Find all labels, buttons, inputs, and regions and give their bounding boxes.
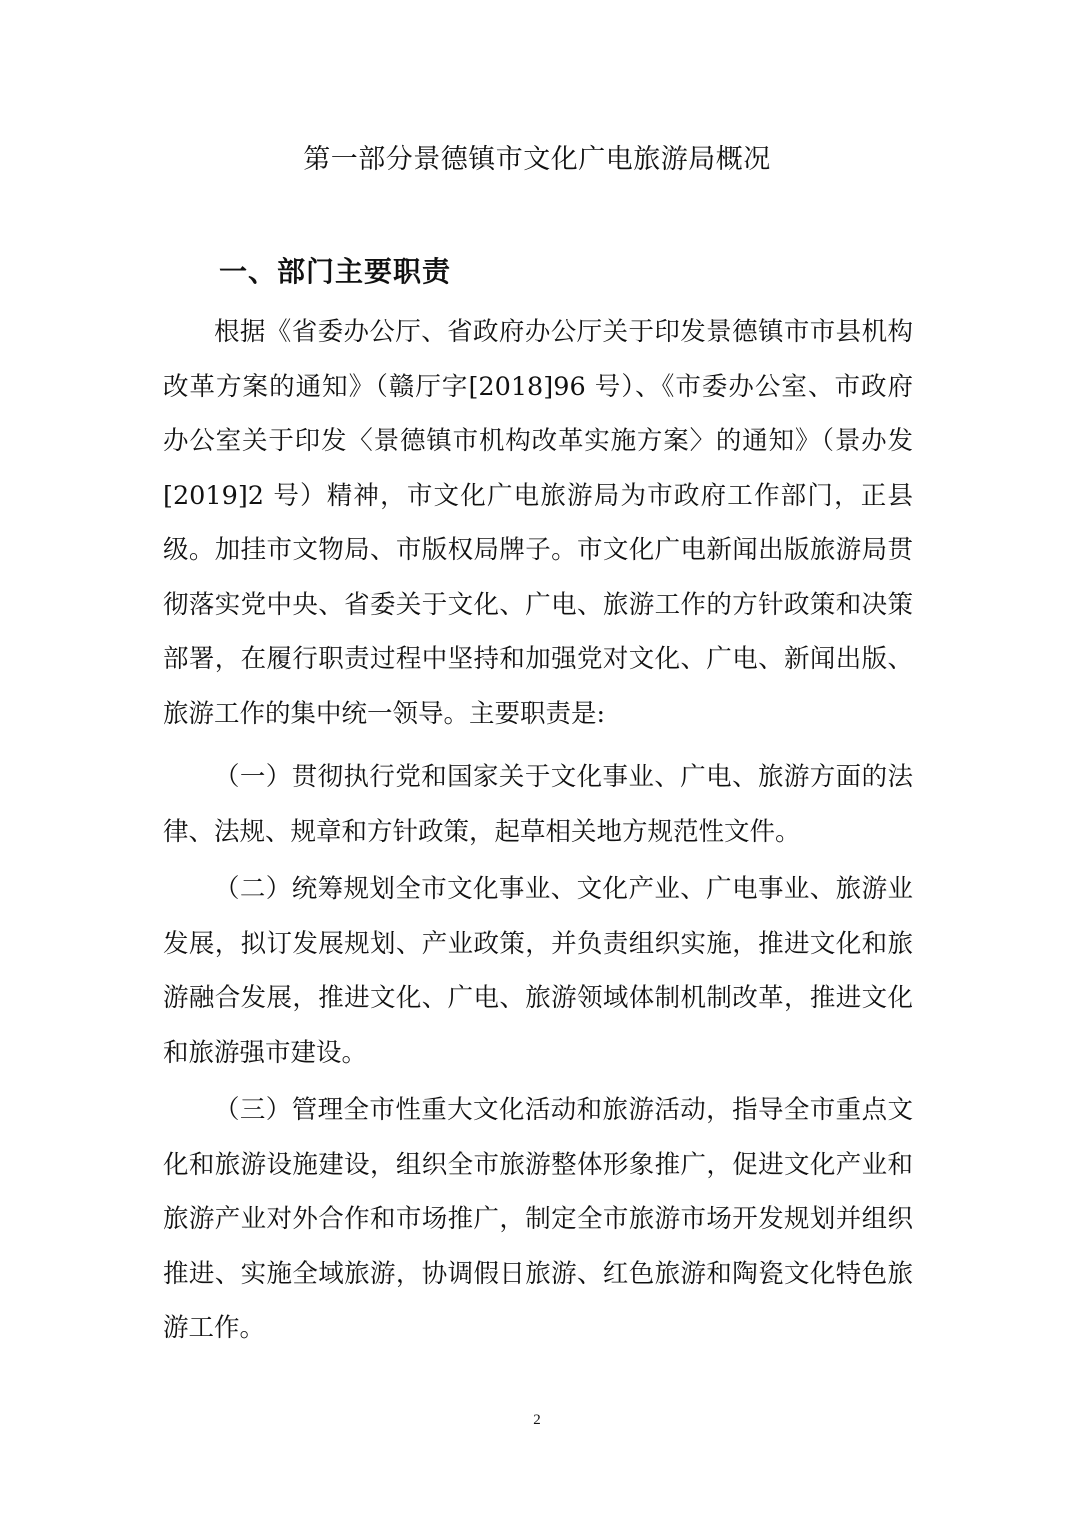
paragraph-duty-1: （一）贯彻执行党和国家关于文化事业、广电、旅游方面的法律、法规、规章和方针政策，起草相关地方规范性文件。 bbox=[163, 762, 913, 847]
paragraph-duty-2: （二）统筹规划全市文化事业、文化产业、广电事业、旅游业发展，拟订发展规划、产业政策，并负责组织实施，推进文化和旅游融合发展，推进文化、广电、旅游领域体制机制改革，推进文化和旅游强市建设。 bbox=[163, 874, 913, 1068]
paragraph-duty-3: （三）管理全市性重大文化活动和旅游活动，指导全市重点文化和旅游设施建设，组织全市旅游整体形象推广，促进文化产业和旅游产业对外合作和市场推广，制定全市旅游市场开发规划并组织推进、实施全域旅游，协调假日旅游、红色旅游和陶瓷文化特色旅游工作。 bbox=[163, 1095, 913, 1343]
page-number: 2 bbox=[533, 1412, 541, 1428]
page-title: 第一部分景德镇市文化广电旅游局概况 bbox=[303, 144, 771, 175]
paragraph-intro: 根据《省委办公厅、省政府办公厅关于印发景德镇市市县机构改革方案的通知》（赣厅字[2018]96 号）、《市委办公室、市政府办公室关于印发〈景德镇市机构改革实施方案〉的通知》（景办发[2019]2 号）精神，市文化广电旅游局为市政府工作部门，正县级。加挂市文物局、市版权局牌子。市文化广电新闻出版旅游局贯彻落实党中央、省委关于文化、广电、旅游工作的方针政策和决策部署，在履行职责过程中坚持和加强党对文化、广电、新闻出版、旅游工作的集中统一领导。主要职责是: bbox=[163, 317, 913, 729]
section-heading: 一、部门主要职责 bbox=[219, 255, 452, 288]
